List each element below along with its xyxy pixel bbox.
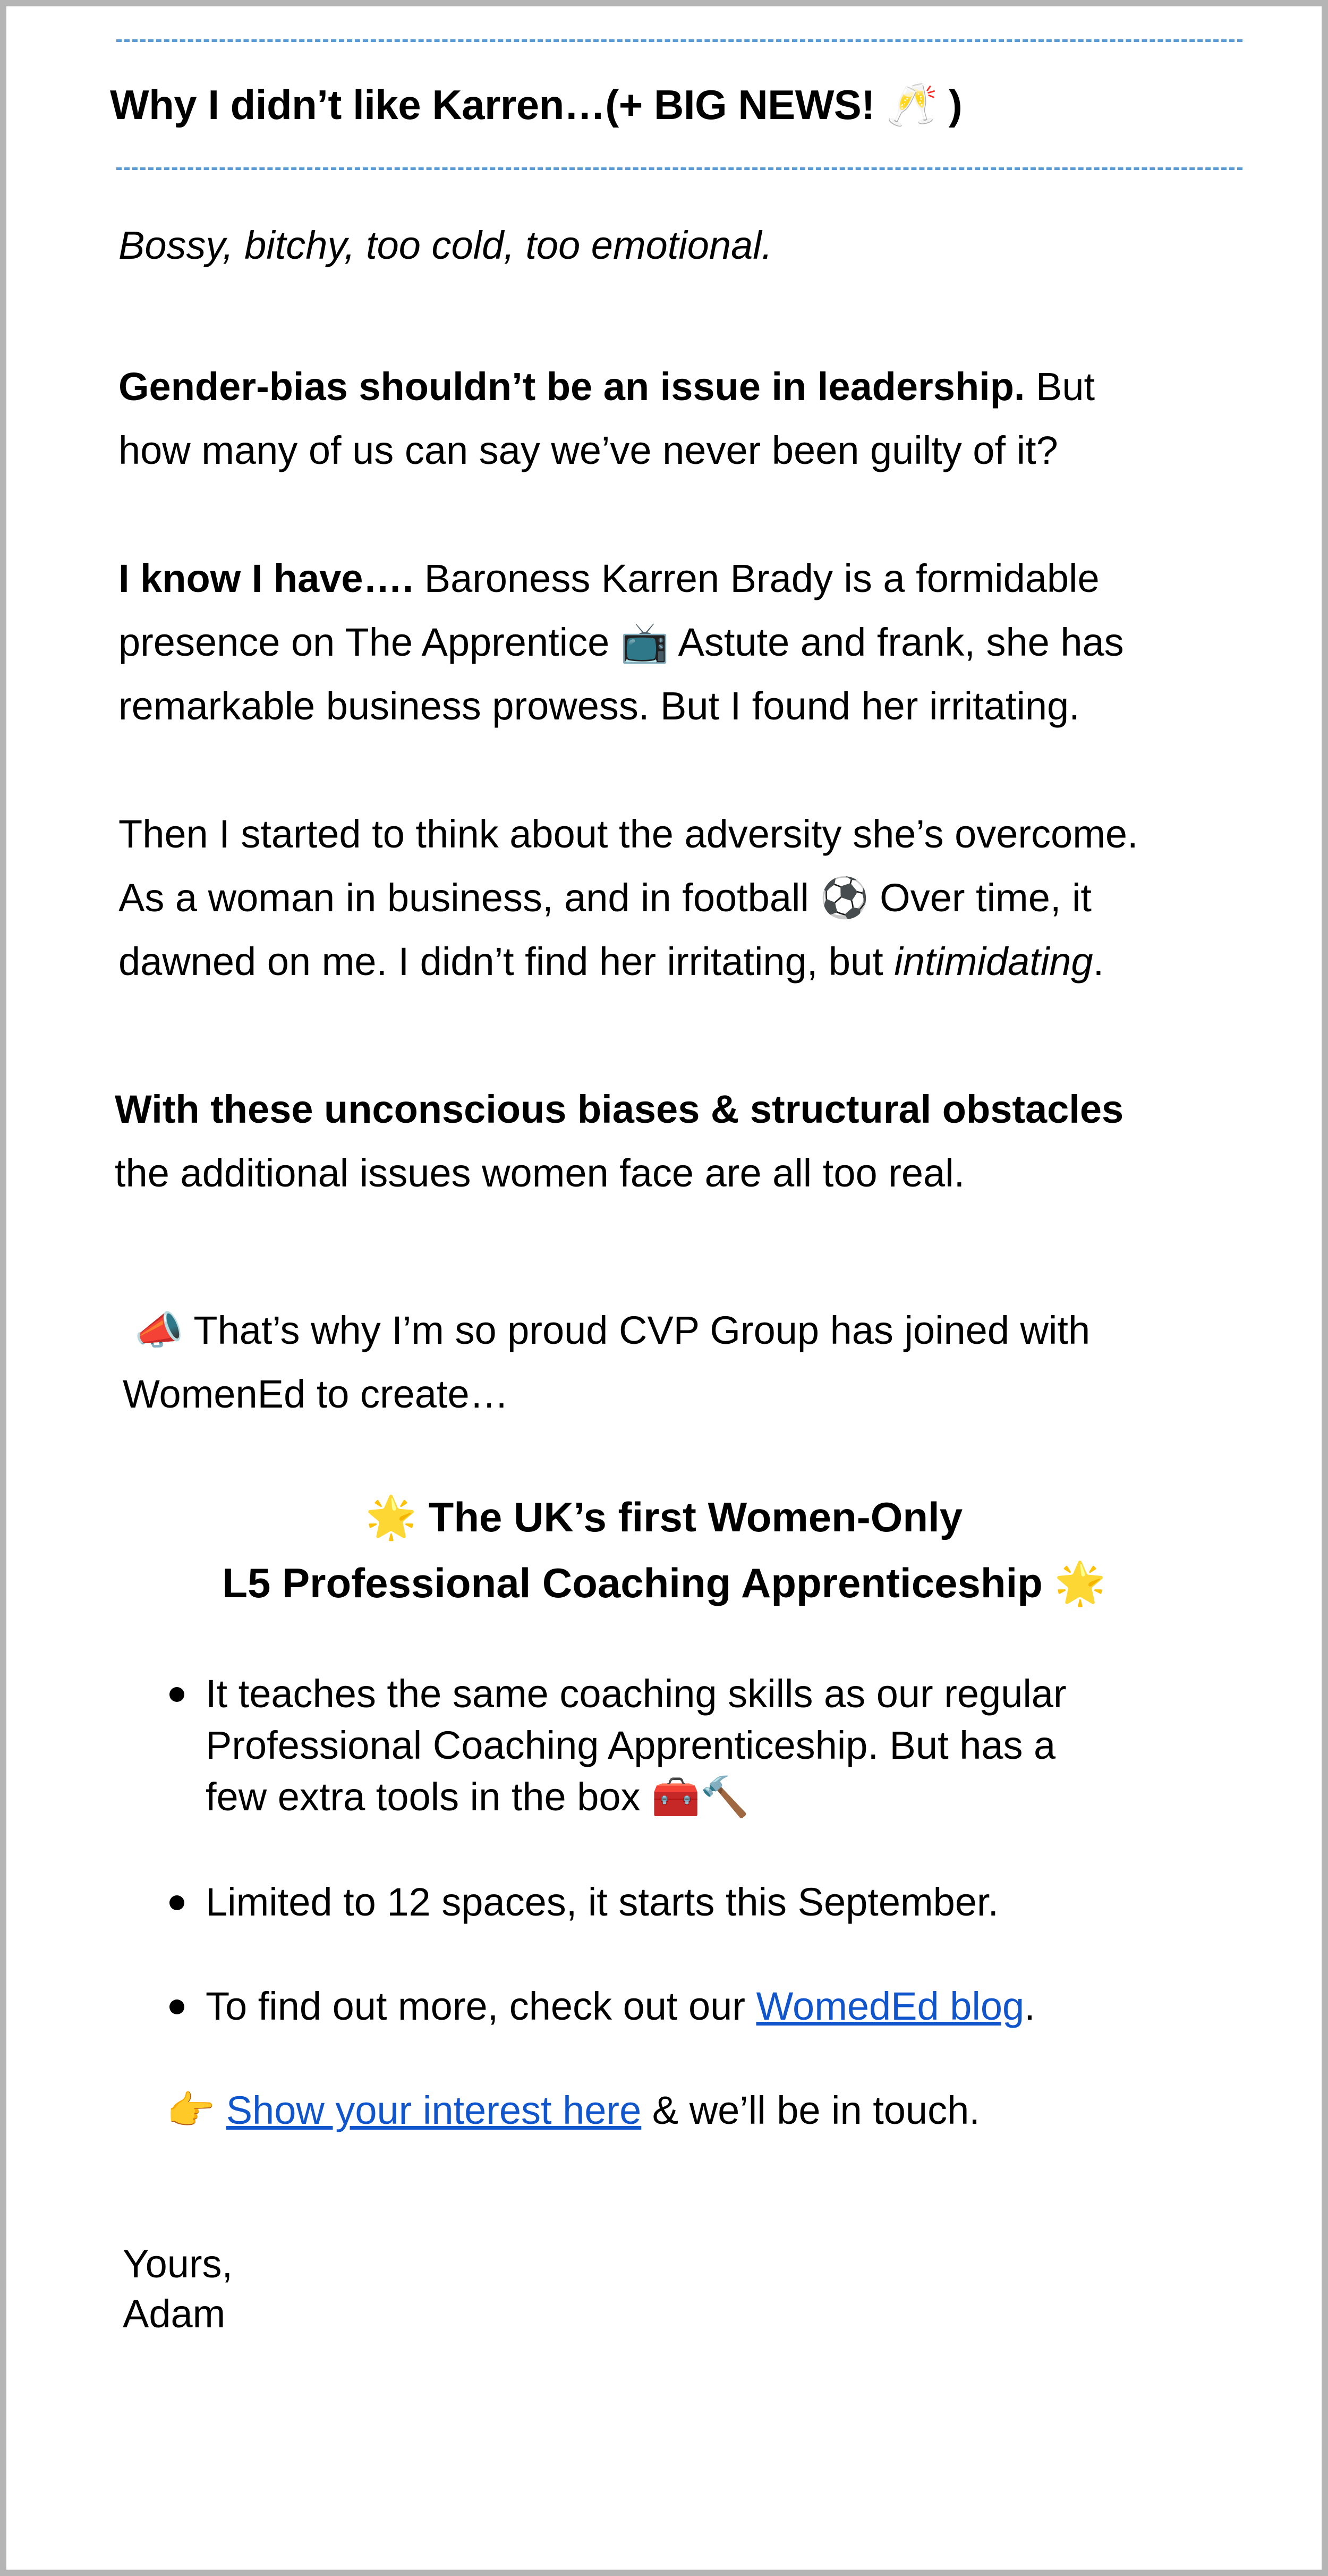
star-icon: 🌟 xyxy=(1054,1560,1106,1607)
paragraph-2-line-3: remarkable business prowess. But I found her irritating. xyxy=(118,684,1080,728)
paragraph-4-line-2: the additional issues women face are all too real. xyxy=(115,1151,965,1195)
paragraph-4-line-1: With these unconscious biases & structural obstacles xyxy=(115,1087,1124,1131)
email-card xyxy=(6,6,1322,2570)
bullet-2: Limited to 12 spaces, it starts this September. xyxy=(206,1880,999,1924)
paragraph-2-line-2: presence on The Apprentice 📺 Astute and frank, she has xyxy=(118,620,1124,665)
signoff-line-2: Adam xyxy=(123,2292,226,2336)
soccer-ball-icon: ⚽ xyxy=(820,875,869,921)
subject-divider xyxy=(116,167,1242,170)
cta-line: 👉 Show your interest here & we’ll be in touch. xyxy=(166,2088,980,2133)
bullet-dot xyxy=(169,1999,184,2014)
paragraph-5-line-1: 📣 That’s why I’m so proud CVP Group has joined with xyxy=(134,1308,1091,1353)
bullet-dot xyxy=(169,1687,184,1702)
paragraph-1-bold: Gender-bias shouldn’t be an issue in leadership. xyxy=(118,365,1025,409)
womened-blog-link[interactable]: WomedEd blog xyxy=(756,1984,1025,2028)
signoff-line-1: Yours, xyxy=(123,2242,233,2286)
paragraph-2-line-1: I know I have…. Baroness Karren Brady is a formidable xyxy=(118,556,1100,600)
paragraph-1-line-2: how many of us can say we’ve never been guilty of it? xyxy=(118,428,1058,472)
tv-icon: 📺 xyxy=(620,620,669,665)
toolbox-hammer-icon: 🧰🔨 xyxy=(651,1774,750,1820)
paragraph-3-line-1: Then I started to think about the adversity she’s overcome. xyxy=(118,812,1138,856)
bullet-dot xyxy=(169,1895,184,1910)
paragraph-1-line-1: Gender-bias shouldn’t be an issue in leadership. But xyxy=(118,365,1095,409)
bullet-3: To find out more, check out our WomedEd blog. xyxy=(206,1984,1035,2028)
bullet-1-line-2: Professional Coaching Apprenticeship. But has a xyxy=(206,1723,1056,1767)
show-interest-link[interactable]: Show your interest here xyxy=(226,2088,642,2132)
bullet-1-line-1: It teaches the same coaching skills as our regular xyxy=(206,1672,1067,1716)
intro-line: Bossy, bitchy, too cold, too emotional. xyxy=(118,223,773,267)
paragraph-2-bold: I know I have…. xyxy=(118,556,414,600)
paragraph-5-line-2: WomenEd to create… xyxy=(123,1372,509,1416)
headline-line-1: 🌟 The UK’s first Women-Only xyxy=(365,1494,963,1541)
paragraph-3-line-3: dawned on me. I didn’t find her irritating, but intimidating. xyxy=(118,939,1104,984)
headline-line-2: L5 Professional Coaching Apprenticeship 🌟 xyxy=(222,1560,1106,1607)
bullet-1-line-3: few extra tools in the box 🧰🔨 xyxy=(206,1774,750,1820)
megaphone-icon: 📣 xyxy=(134,1308,184,1353)
paragraph-3-line-2: As a woman in business, and in football ⚽ Over time, it xyxy=(118,875,1092,921)
pointing-hand-icon: 👉 xyxy=(166,2088,216,2133)
email-subject: Why I didn’t like Karren…(+ BIG NEWS! 🥂 ) xyxy=(110,81,963,128)
star-icon: 🌟 xyxy=(365,1494,417,1541)
top-divider xyxy=(116,39,1242,42)
